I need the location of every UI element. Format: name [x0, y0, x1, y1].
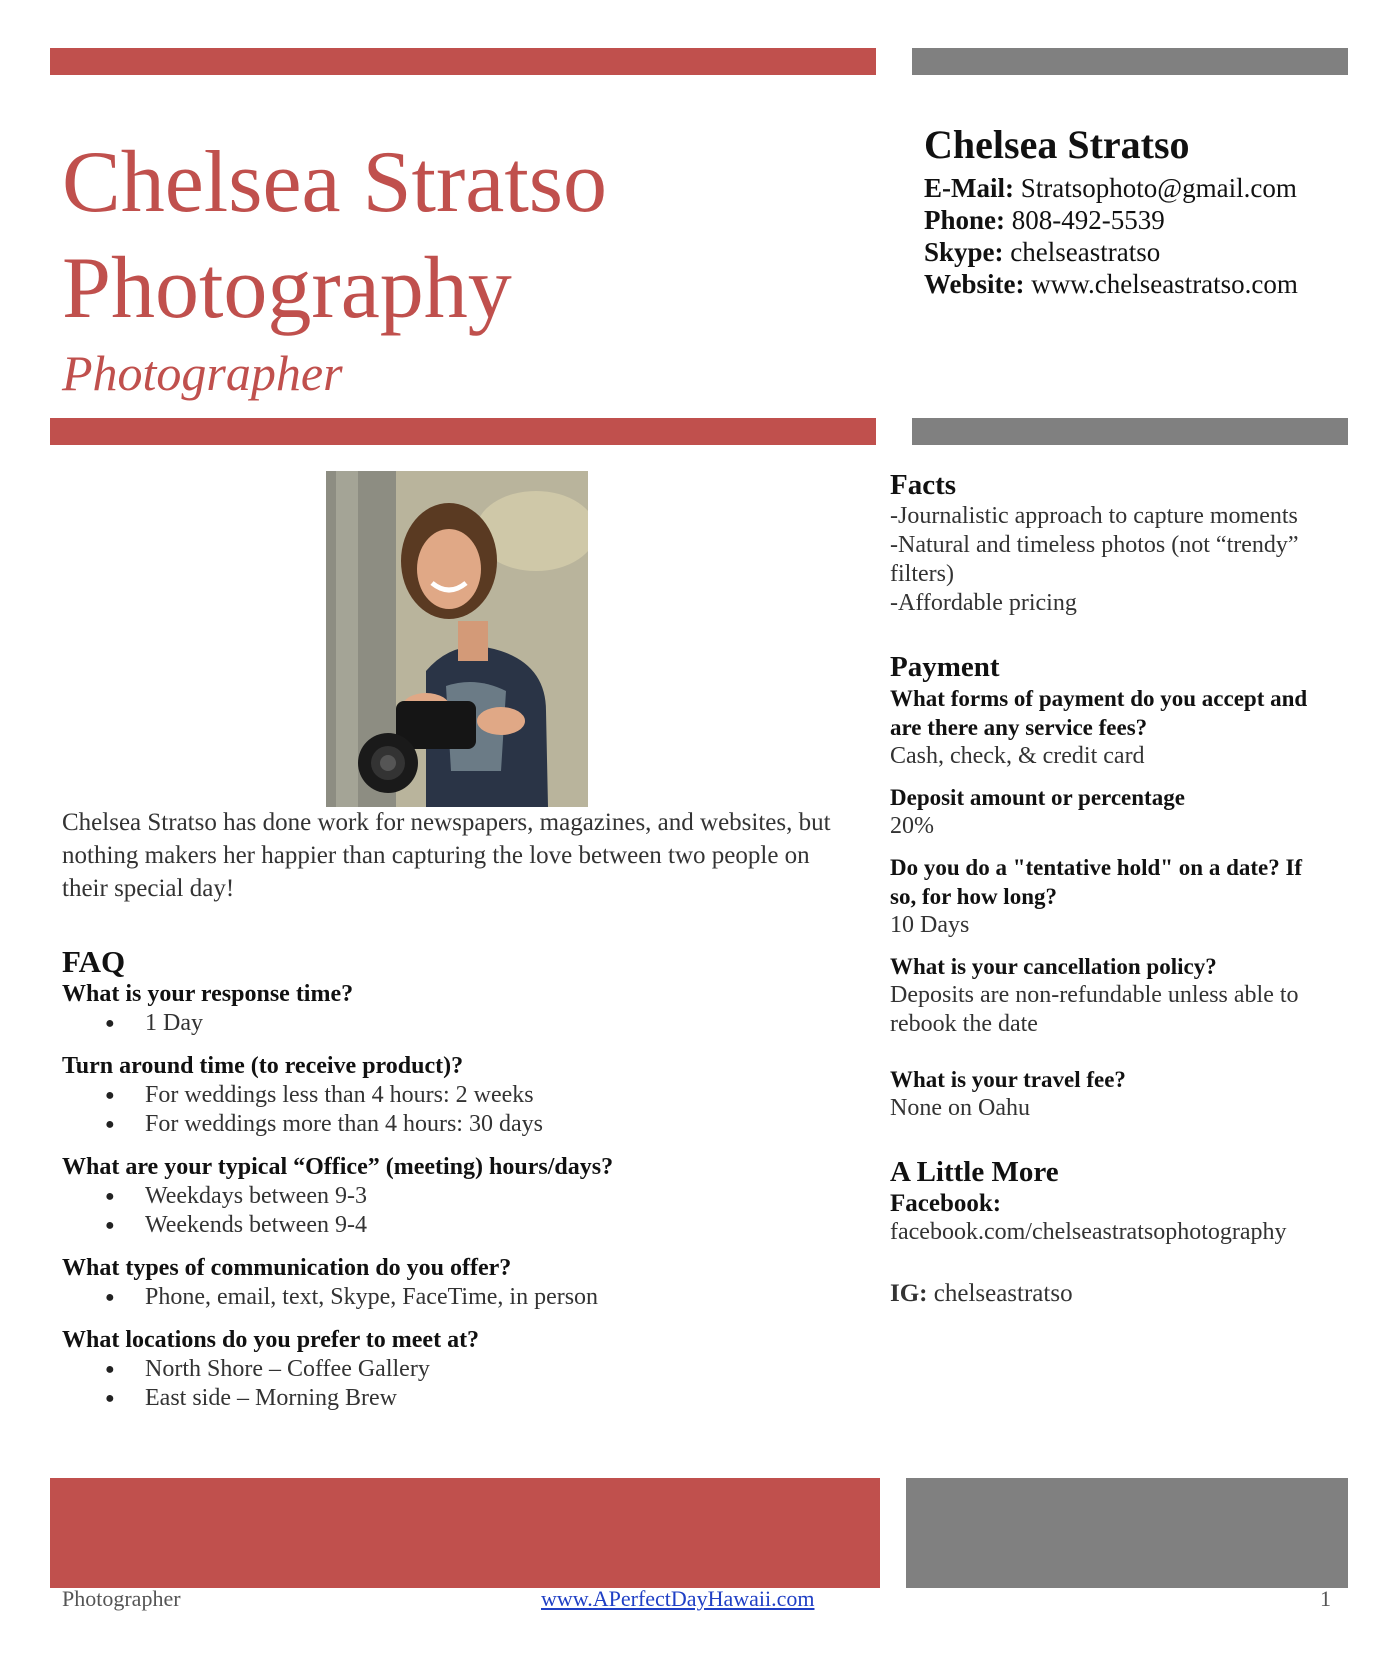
- payment-question: What forms of payment do you accept and are there any service fees?: [890, 686, 1308, 740]
- website-value[interactable]: www.chelseastratso.com: [1031, 269, 1298, 299]
- faq-question: What types of communication do you offer?: [62, 1255, 512, 1281]
- portrait-photo: [326, 471, 588, 807]
- skype-label: Skype:: [924, 237, 1004, 267]
- faq-heading: FAQ: [62, 944, 126, 979]
- ig-handle[interactable]: chelseastratso: [933, 1280, 1073, 1307]
- bottom-left-block: [50, 1478, 880, 1588]
- faq-question: What is your response time?: [62, 981, 354, 1007]
- top-right-bar: [912, 48, 1348, 75]
- facebook-label: Facebook:: [890, 1190, 1002, 1217]
- payment-answer: 20%: [890, 813, 934, 839]
- bio-paragraph: Chelsea Stratso has done work for newspapers, magazines, and websites, but nothing makers her happier than capturing the love between two people on their special day!: [62, 809, 831, 902]
- page-title: [62, 130, 842, 342]
- payment-heading: Payment: [890, 651, 1000, 683]
- faq-question: Turn around time (to receive product)?: [62, 1053, 464, 1079]
- payment-question: What is your cancellation policy?: [890, 954, 1217, 979]
- top-left-bar: [50, 48, 876, 75]
- faq-answer: ● Weekdays between 9-3: [62, 1182, 852, 1211]
- payment-question: Deposit amount or percentage: [890, 785, 1185, 810]
- email-value[interactable]: Stratsophoto@gmail.com: [1020, 173, 1297, 203]
- faq-answer: ● For weddings less than 4 hours: 2 weeks: [62, 1081, 852, 1110]
- payment-question: What is your travel fee?: [890, 1067, 1126, 1092]
- faq-section: [62, 944, 852, 1413]
- contact-website-row: [924, 268, 1374, 300]
- faq-answer: ● East side – Morning Brew: [62, 1384, 852, 1413]
- payment-answer: Deposits are non-refundable unless able to rebook the date: [890, 982, 1299, 1037]
- faq-question: What are your typical “Office” (meeting) hours/days?: [62, 1154, 614, 1180]
- mid-left-bar: [50, 418, 876, 445]
- faq-question: What locations do you prefer to meet at?: [62, 1327, 480, 1353]
- footer-label: Photographer: [62, 1586, 181, 1611]
- faq-answer: ● For weddings more than 4 hours: 30 days: [62, 1110, 852, 1139]
- ig-row: [890, 1279, 1330, 1308]
- faq-answer: ● Phone, email, text, Skype, FaceTime, in person: [62, 1283, 852, 1312]
- contact-block: [924, 122, 1374, 300]
- footer-website-link[interactable]: www.APerfectDayHawaii.com: [541, 1586, 815, 1611]
- portrait-illustration: [326, 471, 588, 807]
- page-number: 1: [1320, 1586, 1331, 1611]
- payment-answer: None on Oahu: [890, 1095, 1030, 1121]
- contact-email-row: [924, 172, 1374, 204]
- more-heading: A Little More: [890, 1156, 1059, 1188]
- bottom-right-block: [906, 1478, 1348, 1588]
- contact-phone-row: [924, 204, 1374, 236]
- contact-name: Chelsea Stratso: [924, 122, 1190, 167]
- facebook-link[interactable]: facebook.com/chelseastratsophotography: [890, 1219, 1287, 1245]
- page-subtitle: Photographer: [62, 345, 343, 401]
- payment-question: Do you do a "tentative hold" on a date? If so, for how long?: [890, 855, 1303, 909]
- fact-line: -Affordable pricing: [890, 590, 1077, 616]
- title-line-1: Chelsea Stratso: [62, 134, 608, 231]
- mid-right-bar: [912, 418, 1348, 445]
- facts-heading: Facts: [890, 469, 957, 501]
- faq-answer: ● 1 Day: [62, 1009, 852, 1038]
- contact-skype-row: [924, 236, 1374, 268]
- website-label: Website:: [924, 269, 1025, 299]
- ig-label: IG:: [890, 1280, 928, 1307]
- skype-value: chelseastratso: [1010, 237, 1161, 267]
- faq-answer: ● Weekends between 9-4: [62, 1211, 852, 1240]
- fact-line: -Journalistic approach to capture moments: [890, 503, 1298, 529]
- faq-answer: ● North Shore – Coffee Gallery: [62, 1355, 852, 1384]
- phone-value: 808-492-5539: [1011, 205, 1165, 235]
- fact-line: -Natural and timeless photos (not “trendy” filters): [890, 532, 1299, 587]
- email-label: E-Mail:: [924, 173, 1014, 203]
- payment-answer: 10 Days: [890, 912, 970, 938]
- payment-answer: Cash, check, & credit card: [890, 743, 1145, 769]
- title-line-2: Photography: [62, 240, 512, 337]
- sidebar-column: [890, 468, 1330, 1308]
- phone-label: Phone:: [924, 205, 1005, 235]
